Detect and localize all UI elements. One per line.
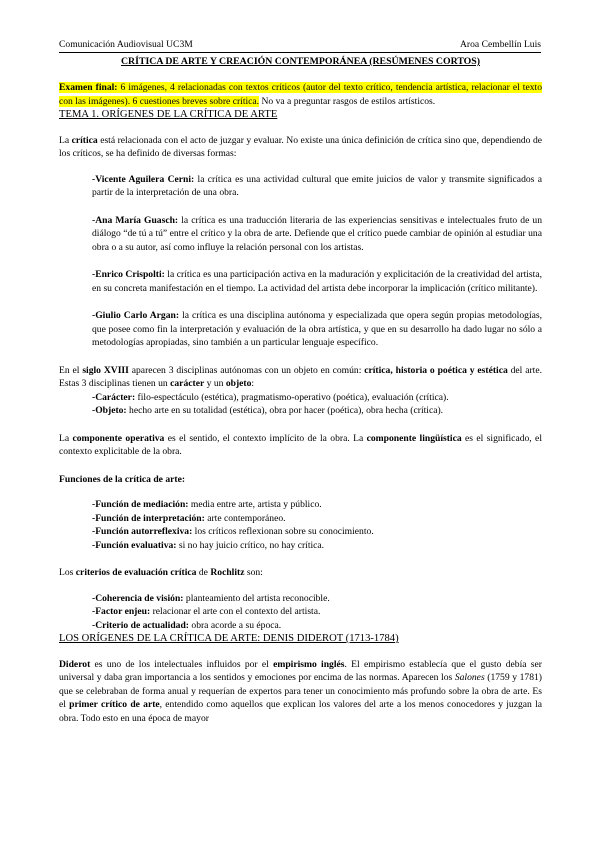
criterios-t1: Los [59, 567, 76, 578]
criterio-label: -Criterio de actualidad: [92, 619, 189, 631]
diderot-title: LOS ORÍGENES DE LA CRÍTICA DE ARTE: DENIS DIDEROT (1713-1784) [59, 633, 399, 644]
definition-author: -Vicente Aguilera Cerni: [92, 173, 195, 185]
list-item [59, 512, 542, 526]
intro-text-a: La [59, 134, 72, 146]
criterios-paragraph [59, 566, 542, 580]
caracter-text: filo-espectáculo (estética), pragmatismo-operativo (poética), evaluación (crítica). [135, 391, 449, 403]
exam-paragraph [59, 81, 542, 108]
funcion-label: -Función de mediación: [92, 499, 189, 510]
definition-text: la crítica es una participación activa en la maduración y explicitación de la creatividad del artista, en su concreta manifestación en el tiempo. La actividad del artista debe incorporar la implicación (crítico militante). [92, 269, 542, 294]
criterios-b2: Rochlitz [210, 567, 245, 578]
document-title: CRÍTICA DE ARTE Y CREACIÓN CONTEMPORÁNEA (RESÚMENES CORTOS) [120, 56, 481, 67]
intro-text-c: está relacionada con el acto de juzgar y evaluar. No existe una única definición de crítica sino que, dependiendo de los críticos, se ha definido de diversas formas: [59, 134, 542, 159]
criterio-text: obra acorde a su época. [189, 619, 282, 631]
definition-text: la crítica es una traducción literaria de las experiencias sensitivas e intelectuales fruto de un diálogo “de tú a tú” entre el crítico y la obra de arte. Defiende que el crítico puede cambiar de opinión al estudiar una obra o a su autor, así como influye la relación personal con los artistas. [92, 214, 543, 253]
definition-aguilera [59, 173, 542, 200]
diderot-t1: es uno de los intelectuales influidos por el [90, 658, 274, 670]
definition-text: la crítica es una actividad cultural que emite juicios de valor y transmite significados a partir de la interpretación de una obra. [92, 173, 542, 198]
componente-b2: componente lingüística [366, 432, 462, 444]
page-header [59, 38, 541, 52]
componente-t1: La [59, 432, 73, 444]
definition-author: -Enrico Crispolti: [92, 269, 165, 280]
funcion-text: si no hay juicio crítico, no hay crítica. [176, 539, 325, 551]
objeto-line [59, 404, 542, 418]
componente-paragraph [59, 432, 542, 459]
list-item [59, 498, 542, 512]
criterio-text: planteamiento del artista reconocible. [183, 592, 330, 604]
funcion-label: -Función autorreflexiva: [92, 526, 193, 537]
header-rule [59, 52, 541, 53]
definition-author: -Giulio Carlo Argan: [92, 310, 180, 321]
componente-t3: es el significado, el contexto explicitable de la obra. [59, 432, 542, 457]
list-item [59, 525, 542, 539]
list-item [59, 619, 542, 633]
diderot-t3: (1759 y 1781) que se celebraban de forma anual y requerían de expertos para tener un conocimiento más profundo sobre la obra de arte. Es el [59, 672, 542, 710]
xviii-t1: En el [59, 364, 83, 376]
diderot-t2: . El empirismo establecía que el gusto debía ser universal y daba gran importancia a los sentidos y emociones por encima de las normas. Aparecen los [59, 658, 542, 683]
list-item [59, 539, 542, 553]
header-right: Aroa Cembellín Luis [460, 39, 541, 50]
definition-argan [59, 309, 542, 350]
objeto-label: -Objeto: [92, 405, 127, 416]
criterio-label: -Factor enjeu: [92, 606, 151, 617]
funcion-label: -Función de interpretación: [92, 512, 205, 524]
exam-highlighted-text: 6 imágenes, 4 relacionadas con textos críticos (autor del texto crítico, tendencia artística, relacionar el texto con las imágenes). 6 cuestiones breves sobre crítica. [59, 82, 542, 107]
definition-text: la crítica es una disciplina autónoma y especializada que opera según propias metodologías, que posee como fin la interpretación y evaluación de la obra artística, y que en su desarrollo ha dado lugar no sólo a metodologías apropiadas, sino también a un particular lenguaje específico. [92, 310, 542, 348]
caracter-label: -Carácter: [92, 391, 136, 403]
header-left: Comunicación Audiovisual UC3M [59, 39, 193, 50]
intro-keyword: crítica [71, 134, 98, 146]
criterio-text: relacionar el arte con el contexto del artista. [150, 606, 321, 617]
exam-rest-text: No va a preguntar rasgos de estilos artísticos. [259, 95, 436, 107]
xviii-t4: y un [204, 378, 226, 389]
funcion-text: media entre arte, artista y público. [188, 499, 322, 510]
diderot-i1: Salones [454, 672, 485, 683]
xviii-t3: del arte. Estas 3 disciplinas tienen un [59, 364, 542, 389]
funcion-text: arte contemporáneo. [204, 512, 286, 524]
criterios-t2: de [196, 567, 211, 578]
tema1-title: TEMA 1. ORÍGENES DE LA CRÍTICA DE ARTE [59, 109, 278, 120]
xviii-t2: aparecen 3 disciplinas autónomas con un objeto en común: [128, 364, 365, 376]
funcion-text: los críticos reflexionan sobre su conocimiento. [192, 526, 374, 537]
document-body [59, 55, 542, 725]
criterios-b1: criterios de evaluación crítica [75, 567, 197, 578]
criterios-t3: son: [244, 567, 263, 578]
funciones-title: Funciones de la crítica de arte: [59, 473, 186, 485]
diderot-t4: , entendido como aquellos que explican los valores del arte a los menos conocedores y juzgan la obra. Todo esto en una época de mayor [59, 699, 542, 724]
tema1-intro [59, 134, 542, 161]
diderot-b3: primer crítico de arte [69, 699, 160, 710]
definition-author: -Ana María Guasch: [92, 214, 179, 226]
definition-guasch [59, 214, 542, 255]
xviii-b2: crítica, historia o poética y estética [364, 364, 508, 376]
caracter-line [59, 391, 542, 405]
exam-label: Examen final: [59, 82, 118, 93]
xviii-paragraph [59, 364, 542, 391]
componente-t2: es el sentido, el contexto implícito de la obra. La [164, 432, 367, 444]
diderot-paragraph [59, 658, 542, 726]
xviii-b3: carácter [170, 378, 205, 389]
diderot-b2: empirismo inglés [273, 658, 345, 670]
list-item [59, 605, 542, 619]
definition-crispolti [59, 268, 542, 295]
xviii-t5: : [251, 378, 255, 389]
criterio-label: -Coherencia de visión: [92, 592, 184, 604]
xviii-b1: siglo XVIII [82, 364, 129, 376]
funcion-label: -Función evaluativa: [92, 539, 177, 551]
list-item [59, 592, 542, 606]
diderot-b1: Diderot [59, 658, 91, 670]
funciones-list [59, 498, 542, 552]
xviii-b4: objeto [225, 378, 252, 389]
criterios-list [59, 592, 542, 633]
componente-b1: componente operativa [72, 432, 165, 444]
objeto-text: hecho arte en su totalidad (estética), obra por hacer (poética), obra hecha (crítica). [126, 405, 444, 416]
